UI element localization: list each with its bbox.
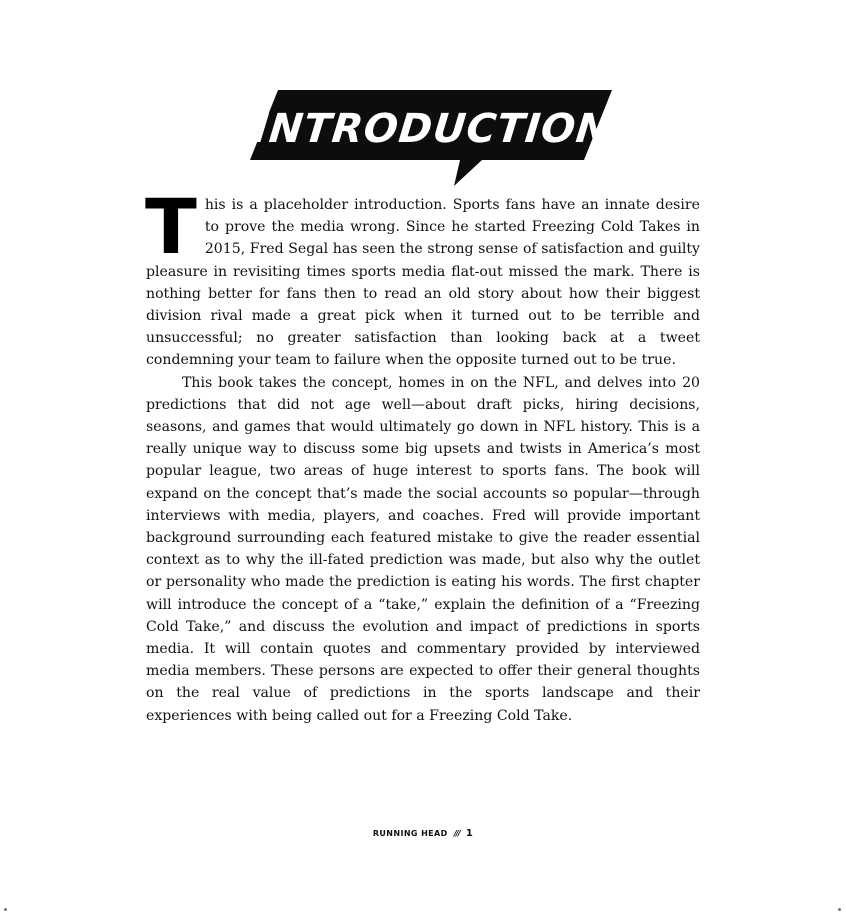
drop-cap: T — [145, 182, 197, 271]
paragraph-2: This book takes the concept, homes in on the NFL, and delves into 20 predictions that did not age well—about draft picks, hiring decisions, seasons, and games that would ultimately go down in NFL history. This is a really unique way to discuss some big upsets and twists in America’s most popular league, two areas of huge interest to sports fans. The book will expand on the concept that’s made the social accounts so popular—through interviews with media, players, and coaches. Fred will provide important background surrounding each featured mistake to give the reader essential context as to why the ill-fated prediction was made, but also why the outlet or personality who made the prediction is eating his words. The first chapter will introduce the concept of a “take,” explain the definition of a “Freezing Cold Take,” and discuss the evolution and impact of predictions in sports media. It will contain quotes and commentary provided by interviewed media members. These persons are expected to offer their general thoughts on the real value of predictions in the sports landscape and their experiences with being called out for a Freezing Cold Take. — [146, 374, 700, 724]
chapter-title-banner — [250, 88, 614, 188]
paragraph-1 — [145, 182, 700, 372]
crop-mark-right — [838, 908, 841, 911]
footer-separator: /// — [453, 829, 460, 838]
page-number: 1 — [465, 828, 474, 839]
crop-mark-left — [4, 908, 7, 911]
running-head: RUNNING HEAD — [372, 829, 448, 838]
body-text — [145, 182, 700, 727]
chapter-title: INTRODUCTION — [251, 106, 613, 152]
page-footer — [0, 828, 846, 839]
paragraph-1-text: his is a placeholder introduction. Sports fans have an innate desire to prove the media wrong. Since he started Freezing Cold Takes in 2015, Fred Segal has seen the strong sense of satisfaction and guilty pleasure in revisiting times sports media flat-out missed the mark. There is nothing better for fans then to read an old story about how their biggest division rival made a great pick when it turned out to be terrible and unsuccessful; no greater satisfaction than looking back at a tweet condemning your team to failure when the opposite turned out to be true. — [146, 197, 700, 369]
